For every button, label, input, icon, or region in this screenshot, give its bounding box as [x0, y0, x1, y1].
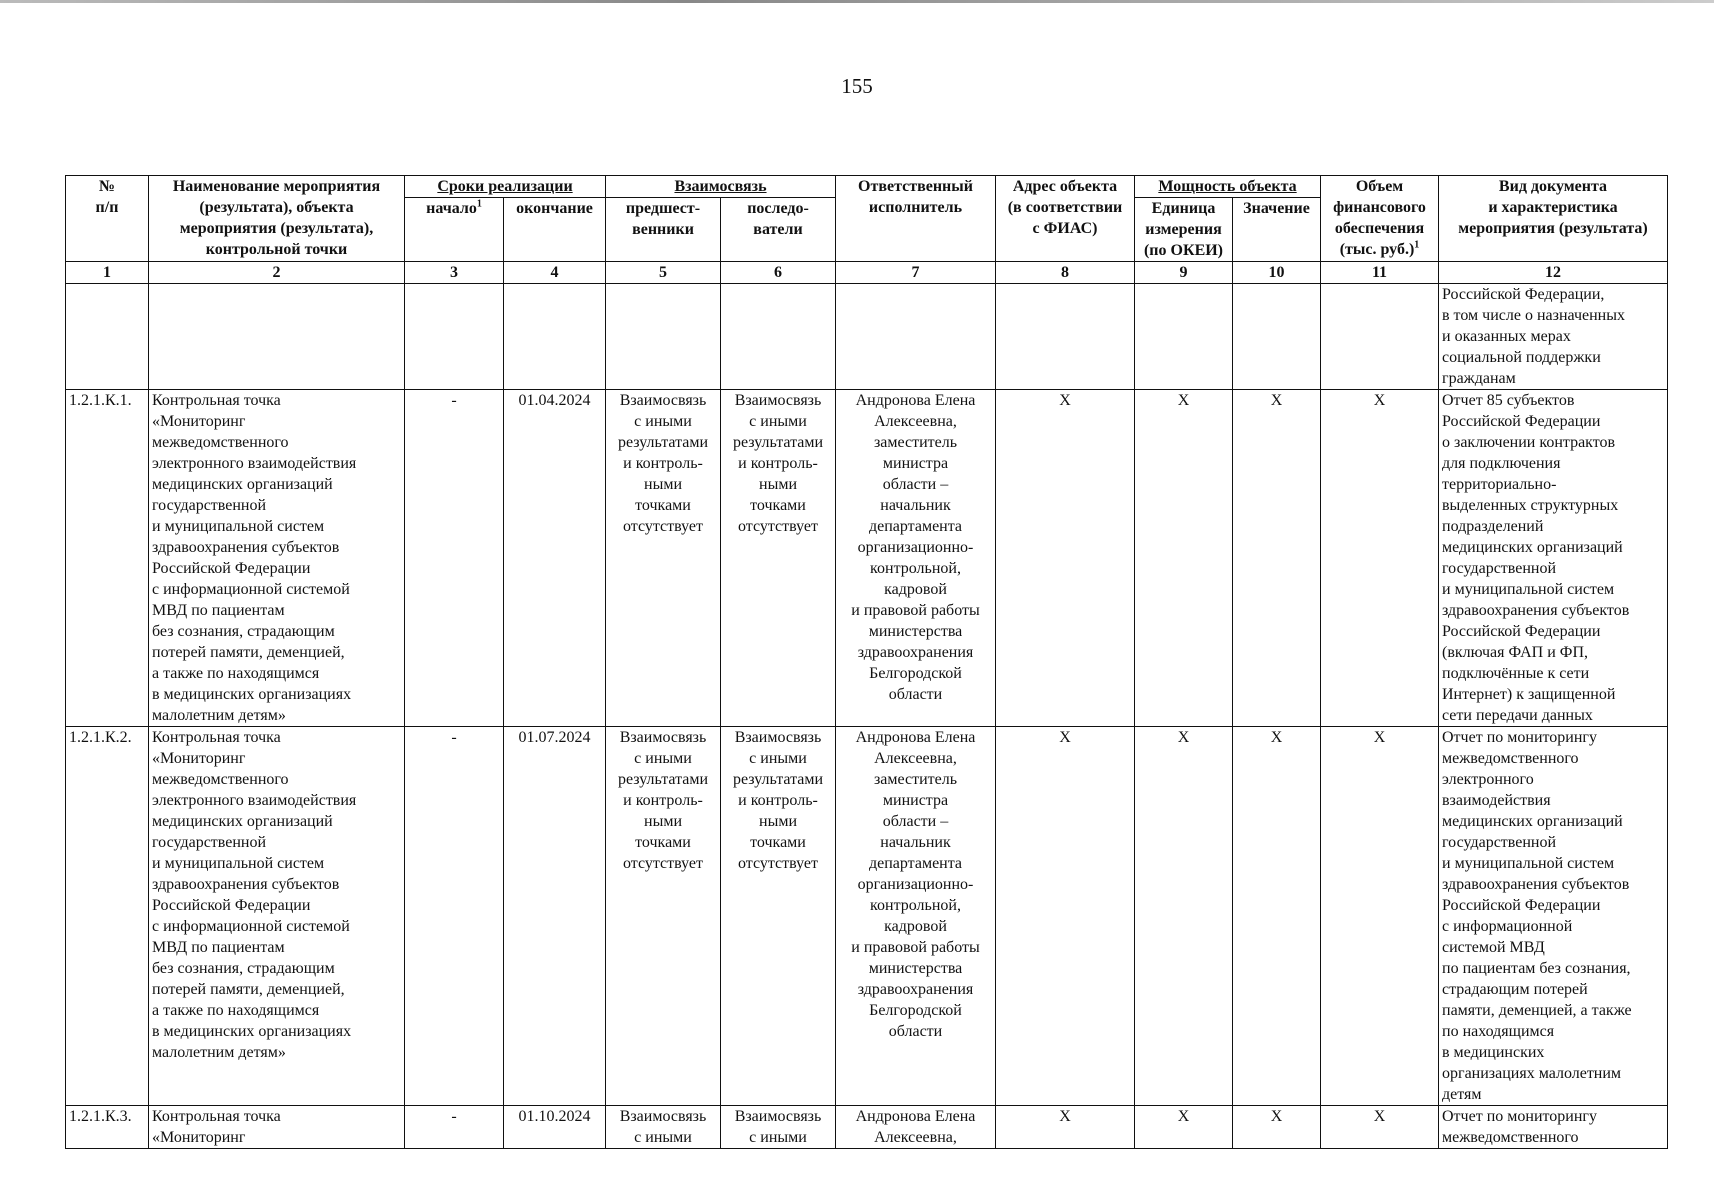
cell-num: 1.2.1.К.2. — [66, 727, 149, 1106]
scan-edge — [0, 0, 1714, 3]
header-finance — [1321, 176, 1439, 262]
table-row — [66, 390, 1668, 727]
cell-responsible: Андронова Елена Алексеевна, заместитель министра области – начальник департамента организационно- контрольной, кадровой и правовой работы министерства здравоохранения Белгородской области — [836, 727, 996, 1106]
cell-doc: Отчет по мониторингу межведомственного электронного взаимодействия медицинских организаций государственной и муниципальной систем здравоохранения субъектов Российской Федерации с информационной системой МВД по пациентам без сознания, страдающим потерей памяти, деменцией, а также по находящимся в медицинских организациях малолетним детям — [1439, 727, 1668, 1106]
cell-start — [405, 284, 504, 390]
table-row — [66, 1106, 1668, 1149]
cell-start: - — [405, 390, 504, 727]
cell-unit: X — [1135, 390, 1233, 727]
header-relation-label: Взаимосвязь — [674, 178, 767, 195]
cell-responsible — [836, 284, 996, 390]
cell-value: X — [1233, 390, 1321, 727]
column-number: 11 — [1321, 262, 1439, 284]
column-number-row — [66, 262, 1668, 284]
header-value: Значение — [1233, 198, 1321, 262]
header-capacity — [1135, 176, 1321, 198]
header-start-footnote: 1 — [476, 198, 482, 210]
header-predecessors: предшест- венники — [606, 198, 721, 262]
plan-table — [65, 175, 1668, 1149]
header-finance-footnote: 1 — [1414, 239, 1420, 251]
cell-address — [996, 284, 1135, 390]
cell-num — [66, 284, 149, 390]
cell-responsible: Андронова Елена Алексеевна, заместитель министра области – начальник департамента организационно- контрольной, кадровой и правовой работы министерства здравоохранения Белгородской области — [836, 390, 996, 727]
cell-unit: X — [1135, 727, 1233, 1106]
cell-address: X — [996, 727, 1135, 1106]
page-number: 155 — [841, 74, 873, 98]
cell-doc: Отчет 85 субъектов Российской Федерации о заключении контрактов для подключения территориально- выделенных структурных подразделений медицинских организаций государственной и муниципальной систем здравоохранения субъектов Российской Федерации (включая ФАП и ФП, подключённые к сети Интернет) к защищенной сети передачи данных — [1439, 390, 1668, 727]
table-row — [66, 284, 1668, 390]
column-number: 1 — [66, 262, 149, 284]
cell-finance: X — [1321, 1106, 1439, 1149]
column-number: 8 — [996, 262, 1135, 284]
column-number: 2 — [149, 262, 405, 284]
cell-name — [149, 284, 405, 390]
header-terms — [405, 176, 606, 198]
cell-predecessors: Взаимосвязь с иными результатами и контроль- ными точками отсутствует — [606, 727, 721, 1106]
cell-value: X — [1233, 727, 1321, 1106]
cell-start: - — [405, 1106, 504, 1149]
cell-responsible: Андронова Елена Алексеевна, — [836, 1106, 996, 1149]
column-number: 9 — [1135, 262, 1233, 284]
cell-successors: Взаимосвязь с иными результатами и контроль- ными точками отсутствует — [721, 727, 836, 1106]
header-responsible: Ответственный исполнитель — [836, 176, 996, 262]
header-num: № п/п — [66, 176, 149, 262]
cell-finance — [1321, 284, 1439, 390]
header-start-label: начало — [426, 200, 477, 217]
header-address: Адрес объекта (в соответствии с ФИАС) — [996, 176, 1135, 262]
cell-doc: Отчет по мониторингу межведомственного — [1439, 1106, 1668, 1149]
column-number: 3 — [405, 262, 504, 284]
header-finance-label: Объем финансового обеспечения (тыс. руб.) — [1333, 178, 1426, 258]
cell-end: 01.10.2024 — [504, 1106, 606, 1149]
cell-num: 1.2.1.К.3. — [66, 1106, 149, 1149]
cell-address: X — [996, 390, 1135, 727]
header-name: Наименование мероприятия (результата), объекта мероприятия (результата), контрольной точки — [149, 176, 405, 262]
cell-end: 01.07.2024 — [504, 727, 606, 1106]
header-end: окончание — [504, 198, 606, 262]
cell-value: X — [1233, 1106, 1321, 1149]
cell-finance: X — [1321, 727, 1439, 1106]
header-row-1 — [66, 176, 1668, 198]
cell-successors — [721, 284, 836, 390]
table-row — [66, 727, 1668, 1106]
cell-address: X — [996, 1106, 1135, 1149]
cell-end — [504, 284, 606, 390]
column-number: 7 — [836, 262, 996, 284]
cell-name: Контрольная точка «Мониторинг — [149, 1106, 405, 1149]
column-number: 10 — [1233, 262, 1321, 284]
cell-predecessors — [606, 284, 721, 390]
cell-predecessors: Взаимосвязь с иными — [606, 1106, 721, 1149]
cell-predecessors: Взаимосвязь с иными результатами и контроль- ными точками отсутствует — [606, 390, 721, 727]
column-number: 4 — [504, 262, 606, 284]
header-relation — [606, 176, 836, 198]
header-capacity-label: Мощность объекта — [1158, 178, 1297, 195]
cell-end: 01.04.2024 — [504, 390, 606, 727]
cell-name: Контрольная точка «Мониторинг межведомственного электронного взаимодействия медицинских организаций государственной и муниципальной систем здравоохранения субъектов Российской Федерации с информационной системой МВД по пациентам без сознания, страдающим потерей памяти, деменцией, а также по находящимся в медицинских организациях малолетним детям» — [149, 727, 405, 1106]
cell-num: 1.2.1.К.1. — [66, 390, 149, 727]
cell-name: Контрольная точка «Мониторинг межведомственного электронного взаимодействия медицинских организаций государственной и муниципальной систем здравоохранения субъектов Российской Федерации с информационной системой МВД по пациентам без сознания, страдающим потерей памяти, деменцией, а также по находящимся в медицинских организациях малолетним детям» — [149, 390, 405, 727]
cell-successors: Взаимосвязь с иными — [721, 1106, 836, 1149]
cell-doc: Российской Федерации, в том числе о назначенных и оказанных мерах социальной поддержки гражданам — [1439, 284, 1668, 390]
header-unit: Единица измерения (по ОКЕИ) — [1135, 198, 1233, 262]
cell-start: - — [405, 727, 504, 1106]
cell-unit: X — [1135, 1106, 1233, 1149]
header-terms-label: Сроки реализации — [437, 178, 573, 195]
cell-finance: X — [1321, 390, 1439, 727]
header-successors: последо- ватели — [721, 198, 836, 262]
column-number: 12 — [1439, 262, 1668, 284]
header-start — [405, 198, 504, 262]
cell-value — [1233, 284, 1321, 390]
cell-unit — [1135, 284, 1233, 390]
column-number: 6 — [721, 262, 836, 284]
column-number: 5 — [606, 262, 721, 284]
header-doc: Вид документа и характеристика мероприятия (результата) — [1439, 176, 1668, 262]
cell-successors: Взаимосвязь с иными результатами и контроль- ными точками отсутствует — [721, 390, 836, 727]
